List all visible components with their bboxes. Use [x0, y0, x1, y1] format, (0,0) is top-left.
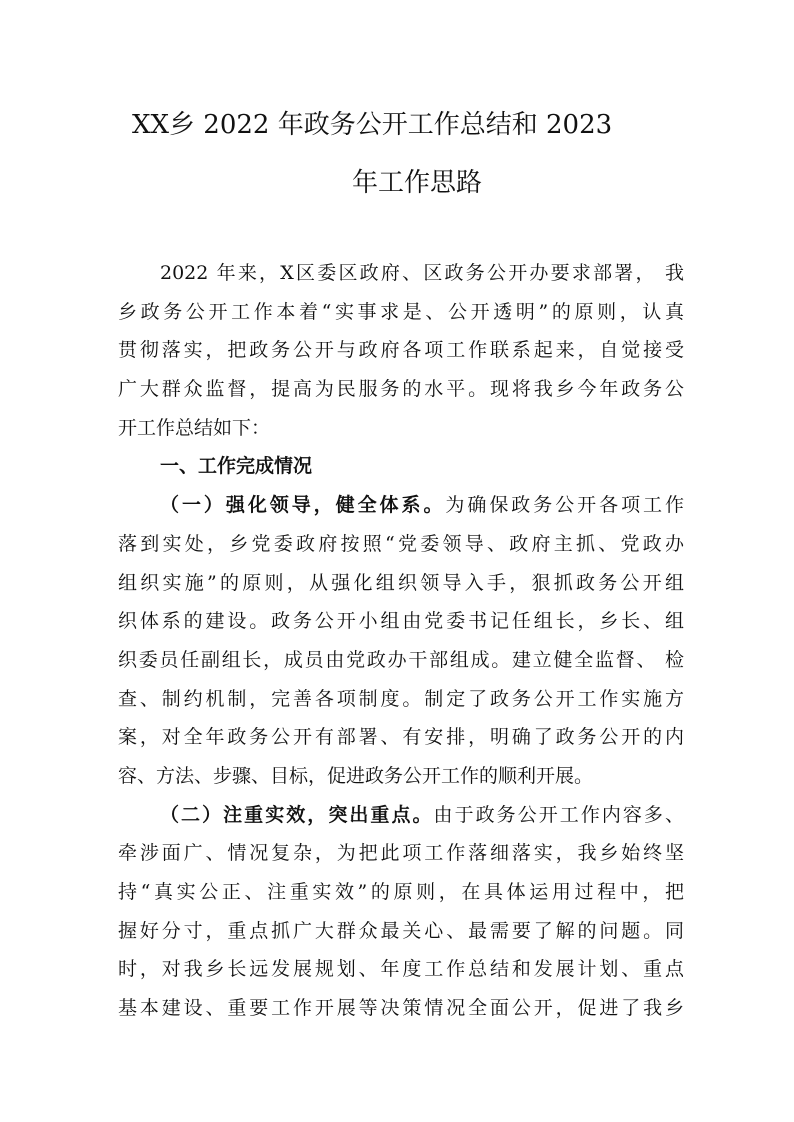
intro-line: 贯彻落实，把政务公开与政府各项工作联系起来，自觉接受	[118, 339, 684, 362]
item2-lead: （二）注重实效，突出重点。	[160, 803, 434, 826]
item1-line: 查、制约机制，完善各项制度。制定了政务公开工作实施方	[118, 687, 684, 710]
item2-first-line	[118, 796, 684, 835]
intro-line: 广大群众监督，提高为民服务的水平。现将我乡今年政务公	[118, 378, 684, 401]
item2-line: 牵涉面广、情况复杂，为把此项工作落细落实，我乡始终坚	[118, 842, 684, 865]
item1-first-rest: 为确保政务公开各项工作	[445, 494, 684, 517]
item2-line: 持“真实公正、注重实效”的原则，在具体运用过程中，把	[118, 881, 684, 903]
section-heading: 一、工作完成情况	[160, 455, 313, 478]
item1-lead: （一）强化领导，健全体系。	[160, 494, 446, 517]
item1-line: 落到实处，乡党委政府按照“党委领导、政府主抓、党政办	[118, 532, 684, 555]
intro-line: 乡政务公开工作本着“实事求是、公开透明”的原则，认真	[118, 300, 684, 323]
item1-line: 织体系的建设。政务公开小组由党委书记任组长，乡长、组	[118, 610, 684, 633]
intro-line: 2022 年来，X区委区政府、区政务公开办要求部署， 我	[160, 262, 684, 284]
item1-line: 织委员任副组长，成员由党政办干部组成。建立健全监督、 检	[118, 648, 684, 671]
document-title-line-1: XX乡 2022 年政务公开工作总结和 2023	[132, 110, 613, 140]
item1-line: 案，对全年政务公开有部署、有安排，明确了政务公开的内	[118, 726, 684, 749]
item1-line: 组织实施”的原则，从强化组织领导入手，狠抓政务公开组	[118, 571, 684, 594]
item1-first-line	[118, 486, 684, 525]
item2-line: 基本建设、重要工作开展等决策情况全面公开，促进了我乡	[118, 997, 684, 1020]
item1-line: 容、方法、步骤、目标，促进政务公开工作的顺利开展。	[118, 764, 594, 787]
item2-line: 握好分寸，重点抓广大群众最关心、最需要了解的问题。同	[118, 919, 684, 942]
item2-line: 时，对我乡长远发展规划、年度工作总结和发展计划、重点	[118, 958, 684, 981]
document-title-line-2: 年工作思路	[352, 168, 483, 198]
document-body	[118, 254, 684, 1028]
item2-first-rest: 由于政务公开工作内容多、	[433, 803, 684, 826]
intro-line: 开工作总结如下：	[118, 416, 271, 439]
